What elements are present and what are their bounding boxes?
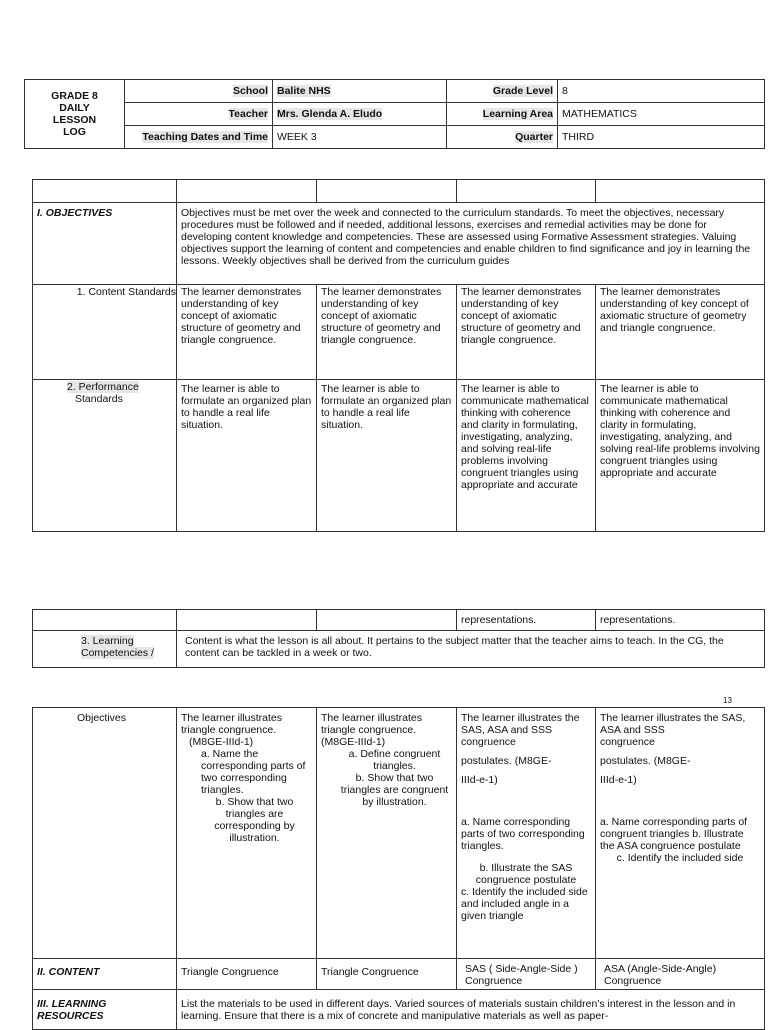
objective-day-3-c: c. Identify the included side and included angle in a given triangle [461,886,588,922]
objectives-day-4: The learner illustrates the SAS, ASA and SSS congruence postulates. (M8GE- IIId-e-1) a. Name corresponding parts of congruent triangles b. Illustrate the ASA congruence postulate c. Identify the included side [596,708,765,959]
header-table [24,79,765,149]
quarter-value: THIRD [558,126,765,149]
performance-standards-day-2: The learner is able to formulate an organized plan to handle a real life situation. [317,380,457,532]
title-line: LOG [63,126,86,138]
content-day-1: Triangle Congruence [177,959,317,990]
grade-level-value: 8 [558,80,765,103]
performance-standards-day-3: The learner is able to communicate mathematical thinking with coherence and clarity in formulating, investigating, analyzing, and solving real-life problems involving congruent triangles using appropriate and accurate [457,380,596,532]
content-day-4: ASA (Angle-Side-Angle) Congruence [596,959,765,990]
objectives-day-3: The learner illustrates the SAS, ASA and SSS congruence postulates. (M8GE- IIId-e-1) a. Name corresponding parts of two corresponding triangles. b. Illustrate the SAS congruence postulate c. Identify the included side and included angle in a given triangle [457,708,596,959]
dll-title [25,80,125,149]
content-standards-day-3: The learner demonstrates understanding of key concept of axiomatic structure of geometry and triangle congruence. [457,285,596,380]
objectives-day-2: The learner illustrates triangle congruence. (M8GE-IIId-1) a. Define congruent triangles. b. Show that two triangles are congruent by illustration. [317,708,457,959]
daily-objectives-label: Objectives [33,708,177,959]
page-number: 13 [723,696,732,705]
objective-day-3-a: a. Name corresponding parts of two corresponding triangles. [461,816,585,852]
learning-resources-text: List the materials to be used in different days. Varied sources of materials sustain children's interest in the lesson and in learning. Ensure that there is a mix of concrete and manipulative materials as well as paper- [177,990,765,1030]
continued-day-4: representations. [596,610,765,631]
objective-day-2-b: b. Show that two triangles are congruent by illustration. [340,772,449,808]
content-standards-label: 1. Content Standards [33,285,177,380]
learning-area-label: Learning Area [447,103,558,126]
teacher-value: Mrs. Glenda A. Eludo [273,103,447,126]
learning-competencies-label: 3. Learning Competencies / [33,631,177,668]
learning-competencies-text: Content is what the lesson is all about. It pertains to the subject matter that the teacher aims to teach. In the CG, the content can be tackled in a week or two. [177,631,765,668]
grade-level-label: Grade Level [447,80,558,103]
performance-standards-day-4: The learner is able to communicate mathematical thinking with coherence and clarity in formulating, investigating, analyzing, and solving real-life problems involving congruent triangles using appropriate and accurate [596,380,765,532]
school-value: Balite NHS [273,80,447,103]
dates-label: Teaching Dates and Time [125,126,273,149]
objective-day-4-a: a. Name corresponding parts of congruent triangles b. Illustrate the ASA congruence postulate [600,816,748,852]
content-standards-day-4: The learner demonstrates understanding of key concept of axiomatic structure of geometry and triangle congruence. [596,285,765,380]
objective-day-1-b: b. Show that two triangles are corresponding by illustration. [214,796,295,844]
objectives-text: Objectives must be met over the week and connected to the curriculum standards. To meet the objectives, necessary procedures must be followed and if needed, additional lessons, exercises and remedial activities may be done for developing content knowledge and competencies. These are assessed using Formative Assessment strategies. Valuing objectives support the learning of content and competencies and enable children to find significance and joy in learning the lessons. Weekly objectives shall be derived from the curriculum guides [177,203,765,285]
competencies-table [32,609,765,668]
objectives-table [32,179,765,532]
school-label: School [125,80,273,103]
title-line: GRADE 8 [51,90,98,102]
objective-day-1-a: a. Name the corresponding parts of two corresponding triangles. [201,748,306,796]
daily-objectives-table [32,707,765,1030]
teacher-label: Teacher [125,103,273,126]
content-label: II. CONTENT [33,959,177,990]
objective-day-2-a: a. Define congruent triangles. [348,748,441,772]
content-day-2: Triangle Congruence [317,959,457,990]
learning-resources-label: III. LEARNING RESOURCES [33,990,177,1030]
title-line: LESSON [52,114,97,126]
content-standards-day-1: The learner demonstrates understanding of key concept of axiomatic structure of geometry and triangle congruence. [177,285,317,380]
title-line: DAILY [59,102,90,114]
performance-standards-label: 2. Performance Standards [33,380,177,532]
dates-value: WEEK 3 [273,126,447,149]
quarter-label: Quarter [447,126,558,149]
objective-day-3-b: b. Illustrate the SAS congruence postulate [475,862,577,886]
content-day-3: SAS ( Side-Angle-Side ) Congruence [457,959,596,990]
objective-day-4-c: c. Identify the included side [616,852,744,864]
learning-area-value: MATHEMATICS [558,103,765,126]
continued-day-3: representations. [457,610,596,631]
objectives-day-1: The learner illustrates triangle congruence. (M8GE-IIId-1) a. Name the corresponding parts of two corresponding triangles. b. Show that two triangles are corresponding by illustration. [177,708,317,959]
objectives-label: I. OBJECTIVES [33,203,177,285]
performance-standards-day-1: The learner is able to formulate an organized plan to handle a real life situation. [177,380,317,532]
content-standards-day-2: The learner demonstrates understanding of key concept of axiomatic structure of geometry and triangle congruence. [317,285,457,380]
